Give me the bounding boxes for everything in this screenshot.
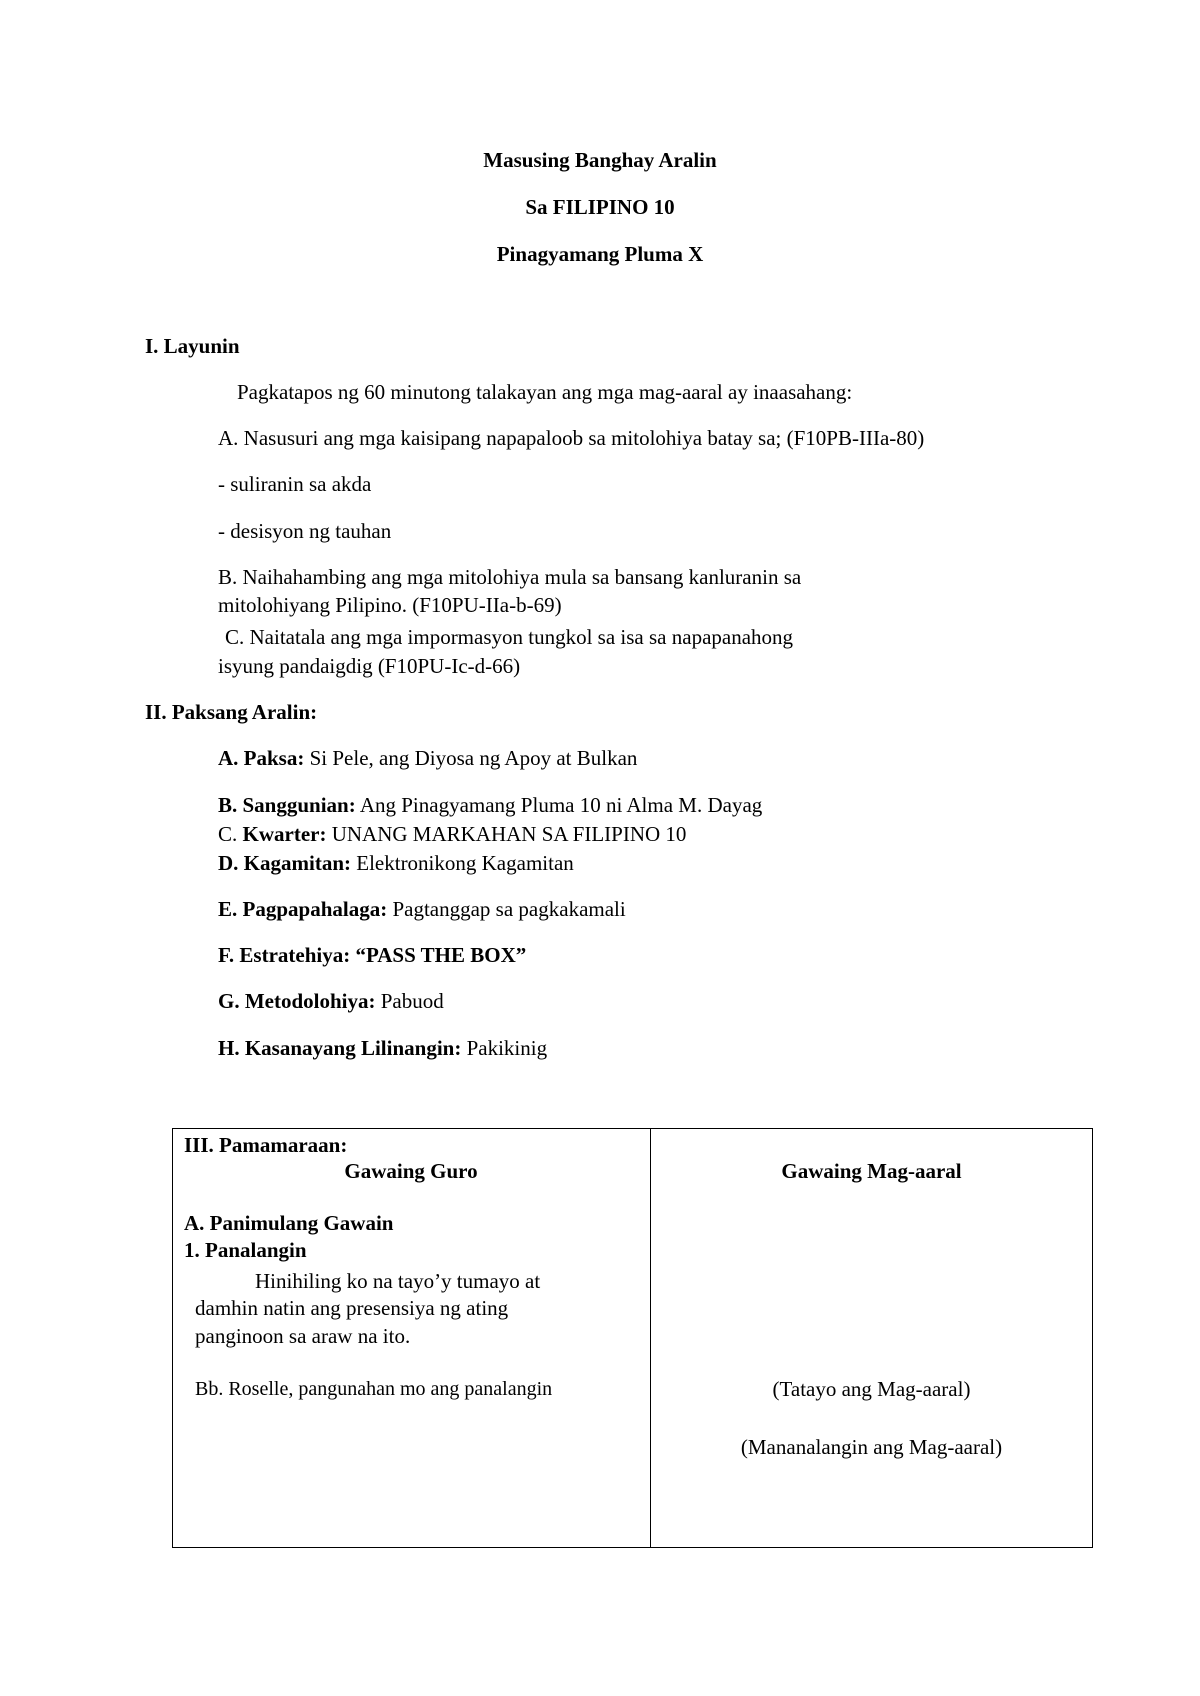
paksang-label: G. Metodolohiya: [218,989,376,1013]
prayer-line-2: damhin natin ang presensiya ng ating [195,1296,509,1320]
panimulang-gawain-heading: A. Panimulang Gawain [184,1211,394,1235]
gawaing-guro-column [172,1128,650,1548]
paksang-label: D. Kagamitan: [218,851,351,875]
paksang-label: B. Sanggunian: [218,793,356,817]
layunin-b-line-2: mitolohiyang Pilipino. (F10PU-IIa-b-69) [218,593,562,617]
layunin-c-line-2: isyung pandaigdig (F10PU-Ic-d-66) [218,654,521,678]
prayer-line-1: Hinihiling ko na tayo’y tumayo at [255,1269,541,1293]
student-response-2: (Mananalangin ang Mag-aaral) [740,1435,1003,1459]
paksang-value: UNANG MARKAHAN SA FILIPINO 10 [326,822,687,846]
paksang-item-kasanayan [218,1035,547,1061]
paksang-value: Pakikinig [461,1036,548,1060]
paksang-label: E. Pagpapahalaga: [218,897,388,921]
layunin-intro: Pagkatapos ng 60 minutong talakayan ang mga mag-aaral ay inaasahang: [237,380,853,404]
paksang-item-estratehiya [218,942,526,968]
gawaing-mag-aaral-column [650,1128,1093,1548]
paksang-label: F. Estratehiya: [218,943,351,967]
paksang-value: Si Pele, ang Diyosa ng Apoy at Bulkan [304,746,638,770]
pamamaraan-heading: III. Pamamaraan: [184,1133,348,1157]
gawaing-guro-header: Gawaing Guro [344,1159,478,1183]
paksang-value: Pagtanggap sa pagkakamali [387,897,626,921]
paksang-value: Pabuod [375,989,444,1013]
paksang-item-pagpapahalaga [218,896,626,922]
paksang-item-metodolohiya [218,988,444,1014]
paksang-label: A. Paksa: [218,746,305,770]
document-title: Masusing Banghay Aralin [483,148,717,172]
layunin-b-line-1: B. Naihahambing ang mga mitolohiya mula sa bansang kanluranin sa [218,565,802,589]
student-response-1: (Tatayo ang Mag-aaral) [772,1377,971,1401]
paksang-value: “PASS THE BOX” [350,943,527,967]
paksang-item-sanggunian [218,792,762,818]
paksang-label: H. Kasanayang Lilinangin: [218,1036,462,1060]
paksang-value: Elektronikong Kagamitan [351,851,574,875]
paksang-item-paksa [218,745,637,771]
paksang-aralin-heading: II. Paksang Aralin: [145,700,318,724]
document-book: Pinagyamang Pluma X [496,242,704,266]
layunin-a: A. Nasusuri ang mga kaisipang napapaloob sa mitolohiya batay sa; (F10PB-IIIa-80) [218,426,925,450]
prayer-leader-instruction: Bb. Roselle, pangunahan mo ang panalangin [195,1378,553,1400]
layunin-heading: I. Layunin [145,334,240,358]
paksang-value: Ang Pinagyamang Pluma 10 ni Alma M. Dayag [355,793,763,817]
paksang-prefix: C. [218,822,243,846]
paksang-item-kagamitan [218,850,574,876]
gawaing-mag-aaral-header: Gawaing Mag-aaral [781,1159,962,1183]
paksang-item-kwarter [218,821,686,847]
layunin-a-bullet-2: - desisyon ng tauhan [218,519,392,543]
panalangin-heading: 1. Panalangin [184,1238,307,1262]
paksang-label: Kwarter: [242,822,327,846]
prayer-line-3: panginoon sa araw na ito. [195,1324,411,1348]
layunin-a-bullet-1: - suliranin sa akda [218,472,372,496]
title-block [0,147,1200,288]
layunin-c-line-1: C. Naitatala ang mga impormasyon tungkol sa isa sa napapanahong [225,625,794,649]
document-subject: Sa FILIPINO 10 [525,195,675,219]
